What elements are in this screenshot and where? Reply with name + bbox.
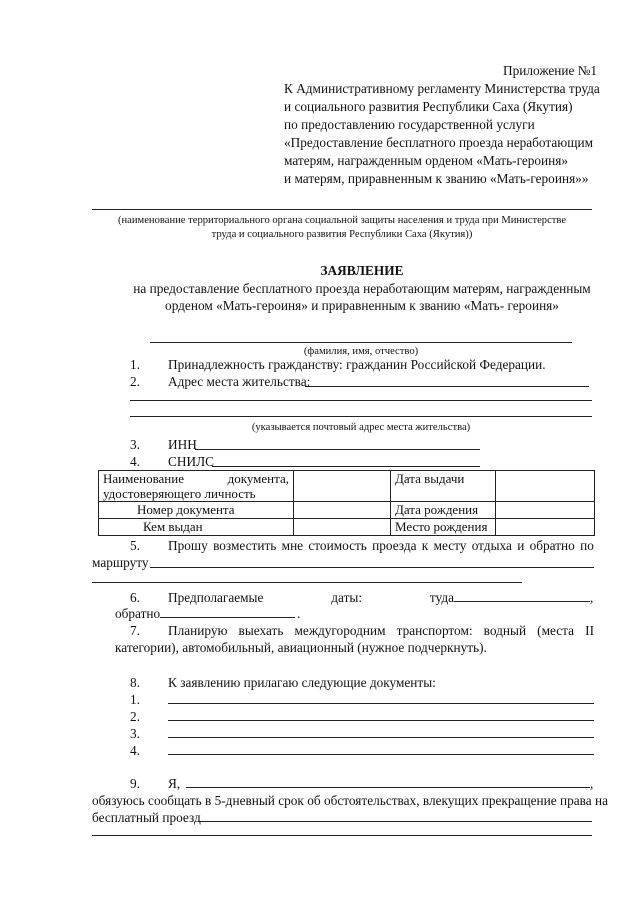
doc-number-label: Номер документа	[99, 502, 294, 519]
transport-text	[168, 622, 594, 640]
issued-by-value[interactable]	[294, 519, 391, 536]
word: выехать	[238, 623, 284, 638]
appendix-label: Приложение №1	[503, 63, 598, 78]
birth-place-label: Место рождения	[391, 519, 496, 536]
pledge-line[interactable]	[92, 835, 592, 836]
fio-line[interactable]	[150, 342, 572, 343]
route-line[interactable]	[150, 567, 594, 568]
comma: ,	[590, 776, 594, 791]
fio-caption: (фамилия, имя, отчество)	[303, 346, 419, 357]
pledge-line[interactable]	[198, 821, 592, 822]
birth-date-label: Дата рождения	[391, 502, 496, 519]
table-row	[99, 502, 595, 519]
item-number: 5.	[130, 538, 140, 553]
issue-date-value[interactable]	[496, 471, 595, 502]
document-title: ЗАЯВЛЕНИЕ	[320, 263, 404, 278]
attachment-line[interactable]	[168, 737, 594, 738]
word: стоимость	[308, 538, 367, 553]
header-line: и матерям, приравненным к званию «Мать-героиня»»	[284, 171, 589, 186]
address-line[interactable]	[130, 416, 592, 417]
doc-list-number: 2.	[130, 709, 140, 724]
word: месту	[433, 538, 467, 553]
identity-document-table	[98, 470, 595, 536]
item-number: 6.	[130, 590, 140, 605]
table-row	[99, 519, 595, 536]
item-number: 3.	[130, 437, 140, 452]
header-line: и социального развития Республики Саха (Якутия)	[284, 99, 573, 114]
item-number: 1.	[130, 357, 140, 372]
route-request-text	[168, 537, 594, 555]
word: возместить	[213, 538, 277, 553]
word: II	[585, 623, 594, 638]
return-date-line[interactable]	[160, 617, 295, 618]
doc-list-number: 3.	[130, 726, 140, 741]
word: к	[421, 538, 429, 553]
transport-options: категории), автомобильный, авиационный (нужное подчеркнуть).	[115, 640, 487, 655]
inn-label: ИНН	[168, 437, 197, 452]
word: Планирую	[168, 623, 228, 638]
word: (места	[537, 623, 575, 638]
dates-text	[168, 589, 454, 607]
address-caption: (указывается почтовый адрес места жительства)	[251, 422, 471, 433]
item-number: 7.	[130, 623, 140, 638]
attachments-label: К заявлению прилагаю следующие документы:	[168, 675, 436, 690]
citizenship-text: Принадлежность гражданству: гражданин Российской Федерации.	[168, 357, 546, 372]
issued-by-label: Кем выдан	[99, 519, 294, 536]
attachment-line[interactable]	[168, 754, 594, 755]
cell-label: документа,	[227, 471, 289, 486]
word: по	[580, 538, 594, 553]
word: водный	[483, 623, 527, 638]
departure-date-line[interactable]	[454, 601, 590, 602]
doc-number-value[interactable]	[294, 502, 391, 519]
pledge-text-end: бесплатный проезд	[92, 810, 201, 825]
document-subtitle: орденом «Мать-героиня» и приравненным к званию «Мать- героиня»	[165, 298, 559, 313]
word: междугородним	[294, 623, 386, 638]
doc-name-value[interactable]	[294, 471, 391, 502]
inn-line[interactable]	[195, 449, 480, 450]
item-number: 2.	[130, 374, 140, 389]
word: транспортом:	[396, 623, 473, 638]
cell-label: Наименование	[103, 471, 184, 486]
organ-caption: труда и социального развития Республики Саха (Якутия))	[211, 229, 473, 240]
organ-name-line[interactable]	[92, 209, 592, 210]
birth-date-value[interactable]	[496, 502, 595, 519]
cell-label: удостоверяющего личность	[103, 486, 256, 501]
header-line: матерям, награжденным орденом «Мать-героиня»	[284, 153, 569, 168]
word: и	[517, 538, 525, 553]
word: даты:	[331, 590, 363, 605]
attachment-line[interactable]	[168, 703, 594, 704]
doc-list-number: 1.	[130, 692, 140, 707]
item-number: 4.	[130, 454, 140, 469]
birth-place-value[interactable]	[496, 519, 595, 536]
word: обратно	[529, 538, 575, 553]
applicant-name-line[interactable]	[186, 787, 590, 788]
issue-date-label: Дата выдачи	[391, 471, 496, 502]
address-line[interactable]	[305, 386, 589, 387]
document-subtitle: на предоставление бесплатного проезда неработающим матерям, награжденным	[133, 281, 591, 296]
snils-label: СНИЛС	[168, 454, 214, 469]
word: Предполагаемые	[168, 590, 264, 605]
word: отдыха	[471, 538, 512, 553]
return-label: обратно	[115, 606, 161, 621]
word: Прошу	[168, 538, 208, 553]
pledge-text: обязуюсь сообщать в 5-дневный срок об обстоятельствах, влекущих прекращение права на	[92, 793, 609, 808]
route-label: маршруту	[92, 555, 149, 570]
dot: .	[297, 606, 301, 621]
doc-list-number: 4.	[130, 743, 140, 758]
doc-name-cell	[99, 471, 294, 502]
item-number: 8.	[130, 675, 140, 690]
address-label: Адрес места жительства:	[168, 374, 311, 389]
word: мне	[281, 538, 304, 553]
route-line[interactable]	[92, 582, 522, 583]
snils-line[interactable]	[212, 466, 480, 467]
header-line: К Административному регламенту Министерства труда	[284, 81, 600, 96]
comma: ,	[590, 590, 594, 605]
word: проезда	[372, 538, 417, 553]
table-row	[99, 471, 595, 502]
header-line: по предоставлению государственной услуги	[284, 117, 535, 132]
attachment-line[interactable]	[168, 720, 594, 721]
pledge-label: Я,	[168, 776, 181, 791]
organ-caption: (наименование территориального органа социальной защиты населения и труда при Министерстве	[117, 215, 567, 226]
item-number: 9.	[130, 776, 140, 791]
word: туда	[429, 590, 454, 605]
address-line[interactable]	[130, 400, 592, 401]
header-line: «Предоставление бесплатного проезда неработающим	[284, 135, 593, 150]
